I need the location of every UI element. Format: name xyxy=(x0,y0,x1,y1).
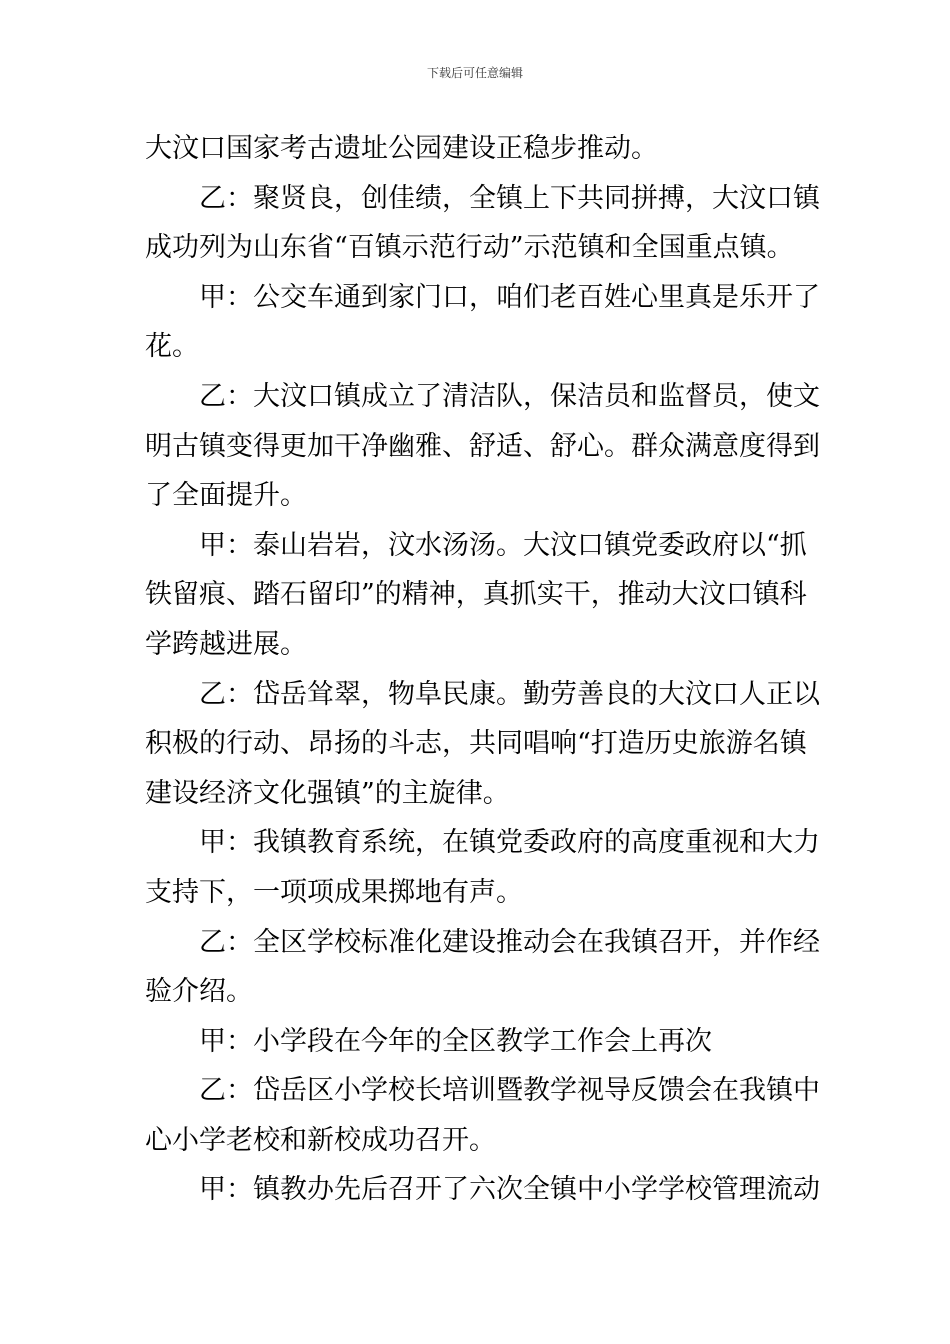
text-line: 甲：泰山岩岩，汶水汤汤。大汶口镇党委政府以“抓 xyxy=(199,529,807,561)
text-line: 甲：小学段在今年的全区教学工作会上再次 xyxy=(199,1025,712,1057)
text-line: 铁留痕、踏石留印”的精神，真抓实干，推动大汶口镇科 xyxy=(145,579,807,611)
text-line: 甲：镇教办先后召开了六次全镇中小学学校管理流动 xyxy=(199,1174,820,1206)
text-line: 乙：全区学校标准化建设推动会在我镇召开，并作经 xyxy=(199,926,820,958)
text-line: 甲：公交车通到家门口，咱们老百姓心里真是乐开了 xyxy=(199,281,820,313)
text-line: 验介绍。 xyxy=(145,976,253,1008)
text-line: 乙：岱岳区小学校长培训暨教学视导反馈会在我镇中 xyxy=(199,1075,820,1107)
text-line: 乙：大汶口镇成立了清洁队，保洁员和监督员，使文 xyxy=(199,380,820,412)
text-line: 学跨越进展。 xyxy=(145,628,307,660)
page-header: 下载后可任意编辑 xyxy=(426,66,523,80)
text-line: 了全面提升。 xyxy=(145,480,307,512)
text-line: 明古镇变得更加干净幽雅、舒适、舒心。群众满意度得到 xyxy=(145,430,820,462)
text-line: 建设经济文化强镇”的主旋律。 xyxy=(145,777,510,809)
text-line: 乙：岱岳耸翠，物阜民康。勤劳善良的大汶口人正以 xyxy=(199,678,820,710)
text-line: 乙：聚贤良，创佳绩，全镇上下共同拼搏，大汶口镇 xyxy=(199,182,820,214)
text-line: 花。 xyxy=(145,331,199,363)
text-line: 心小学老校和新校成功召开。 xyxy=(145,1124,496,1156)
text-line: 成功列为山东省“百镇示范行动”示范镇和全国重点镇。 xyxy=(145,232,794,264)
text-line: 大汶口国家考古遗址公园建设正稳步推动。 xyxy=(145,133,658,164)
text-line: 支持下，一项项成果掷地有声。 xyxy=(145,876,523,908)
document-body xyxy=(145,124,820,1215)
text-line: 甲：我镇教育系统，在镇党委政府的高度重视和大力 xyxy=(199,827,820,859)
text-line: 积极的行动、昂扬的斗志，共同唱响“打造历史旅游名镇 xyxy=(145,728,807,760)
